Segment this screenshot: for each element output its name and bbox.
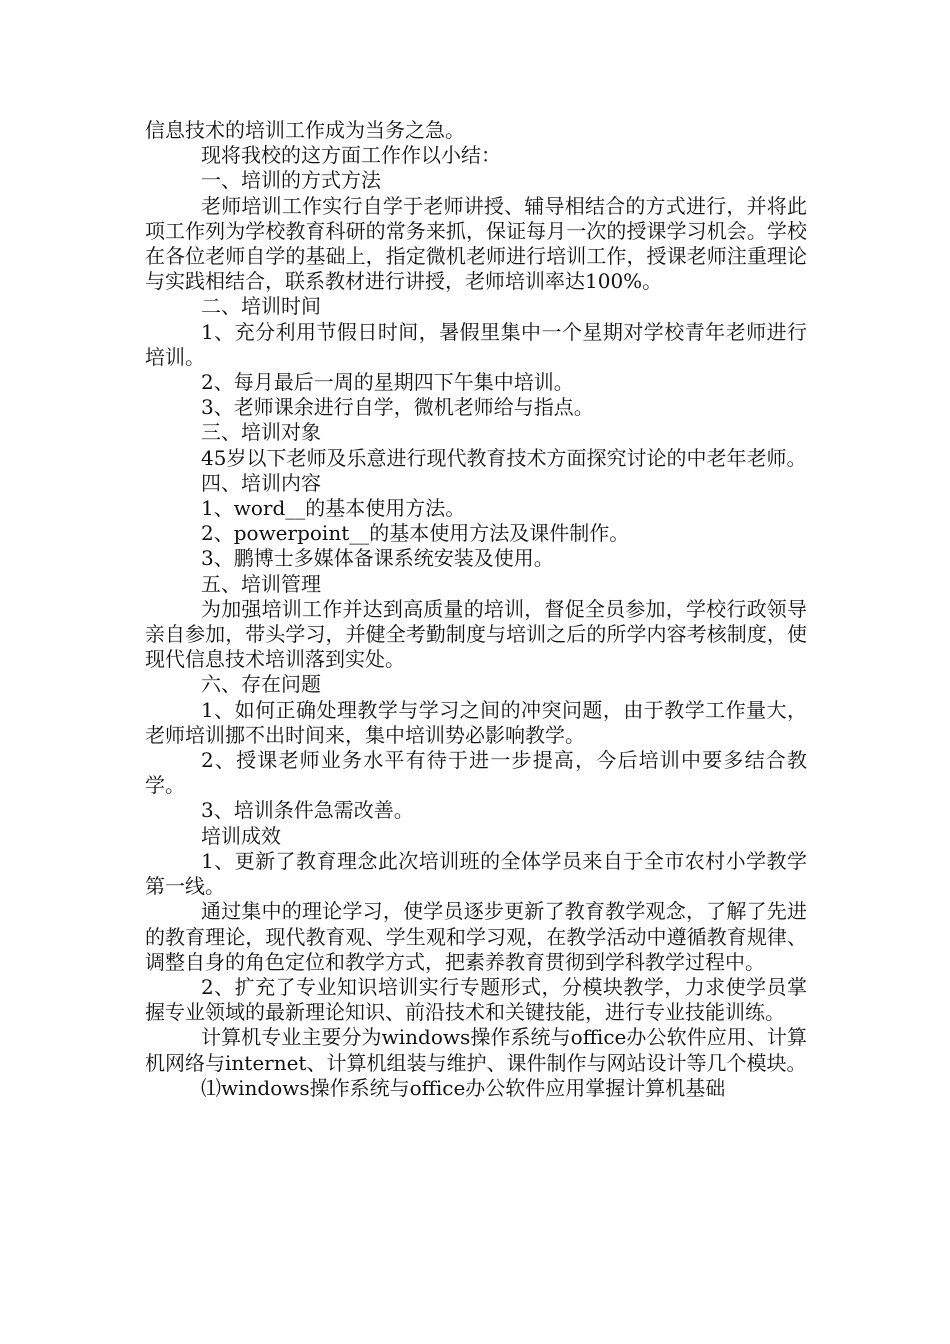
section-heading: 一、培训的方式方法 xyxy=(201,168,381,193)
section-heading: 五、培训管理 xyxy=(201,571,321,596)
body-paragraph: 老师培训工作实行自学于老师讲授、辅导相结合的方式进行，并将此项工作列为学校教育科研的常务来抓，保证每月一次的授课学习机会。学校在各位老师自学的基础上，指定微机老师进行培训工作，授课老师注重理论与实践相结合，联系教材进行讲授，老师培训率达100%。 xyxy=(145,193,807,294)
body-paragraph: 1、如何正确处理教学与学习之间的冲突问题，由于教学工作量大，老师培训挪不出时间来，集中培训势必影响教学。 xyxy=(145,697,807,747)
body-paragraph: 45岁以下老师及乐意进行现代教育技术方面探究讨论的中老年老师。 xyxy=(201,445,807,470)
body-paragraph: ⑴windows操作系统与office办公软件应用掌握计算机基础 xyxy=(201,1075,726,1100)
section-heading: 四、培训内容 xyxy=(201,470,321,495)
body-paragraph: 3、培训条件急需改善。 xyxy=(201,798,414,823)
body-paragraph: 2、扩充了专业知识培训实行专题形式，分模块教学，力求使学员掌握专业领域的最新理论知识、前沿技术和关键技能，进行专业技能训练。 xyxy=(145,974,807,1025)
body-paragraph: 1、word__的基本使用方法。 xyxy=(201,496,466,521)
document-page xyxy=(145,118,807,1101)
body-paragraph: 2、powerpoint__的基本使用方法及课件制作。 xyxy=(201,521,630,546)
body-paragraph: 1、更新了教育理念此次培训班的全体学员来自于全市农村小学教学第一线。 xyxy=(145,848,807,899)
body-paragraph: 为加强培训工作并达到高质量的培训，督促全员参加，学校行政领导亲自参加，带头学习，并健全考勤制度与培训之后的所学内容考核制度，使现代信息技术培训落到实处。 xyxy=(145,596,807,672)
body-paragraph: 1、充分利用节假日时间，暑假里集中一个星期对学校青年老师进行培训。 xyxy=(145,319,807,369)
body-paragraph: 2、授课老师业务水平有待于进一步提高，今后培训中要多结合教学。 xyxy=(145,748,807,798)
body-paragraph: 2、每月最后一周的星期四下午集中培训。 xyxy=(201,370,574,395)
body-paragraph: 现将我校的这方面工作作以小结： xyxy=(201,143,501,168)
body-paragraph: 通过集中的理论学习，使学员逐步更新了教育教学观念，了解了先进的教育理论，现代教育观、学生观和学习观，在教学活动中遵循教育规律、调整自身的角色定位和教学方式，把素养教育贯彻到学科教学过程中。 xyxy=(145,899,807,974)
body-paragraph: 信息技术的培训工作成为当务之急。 xyxy=(145,118,465,142)
body-paragraph: 3、老师课余进行自学，微机老师给与指点。 xyxy=(201,395,594,420)
body-paragraph: 3、鹏博士多媒体备课系统安装及使用。 xyxy=(201,546,554,571)
body-paragraph: 计算机专业主要分为windows操作系统与office办公软件应用、计算机网络与internet、计算机组装与维护、课件制作与网站设计等几个模块。 xyxy=(145,1025,807,1075)
section-heading: 六、存在问题 xyxy=(201,672,321,697)
section-heading: 三、培训对象 xyxy=(201,420,321,445)
section-heading: 二、培训时间 xyxy=(201,294,321,319)
section-heading: 培训成效 xyxy=(201,823,281,848)
